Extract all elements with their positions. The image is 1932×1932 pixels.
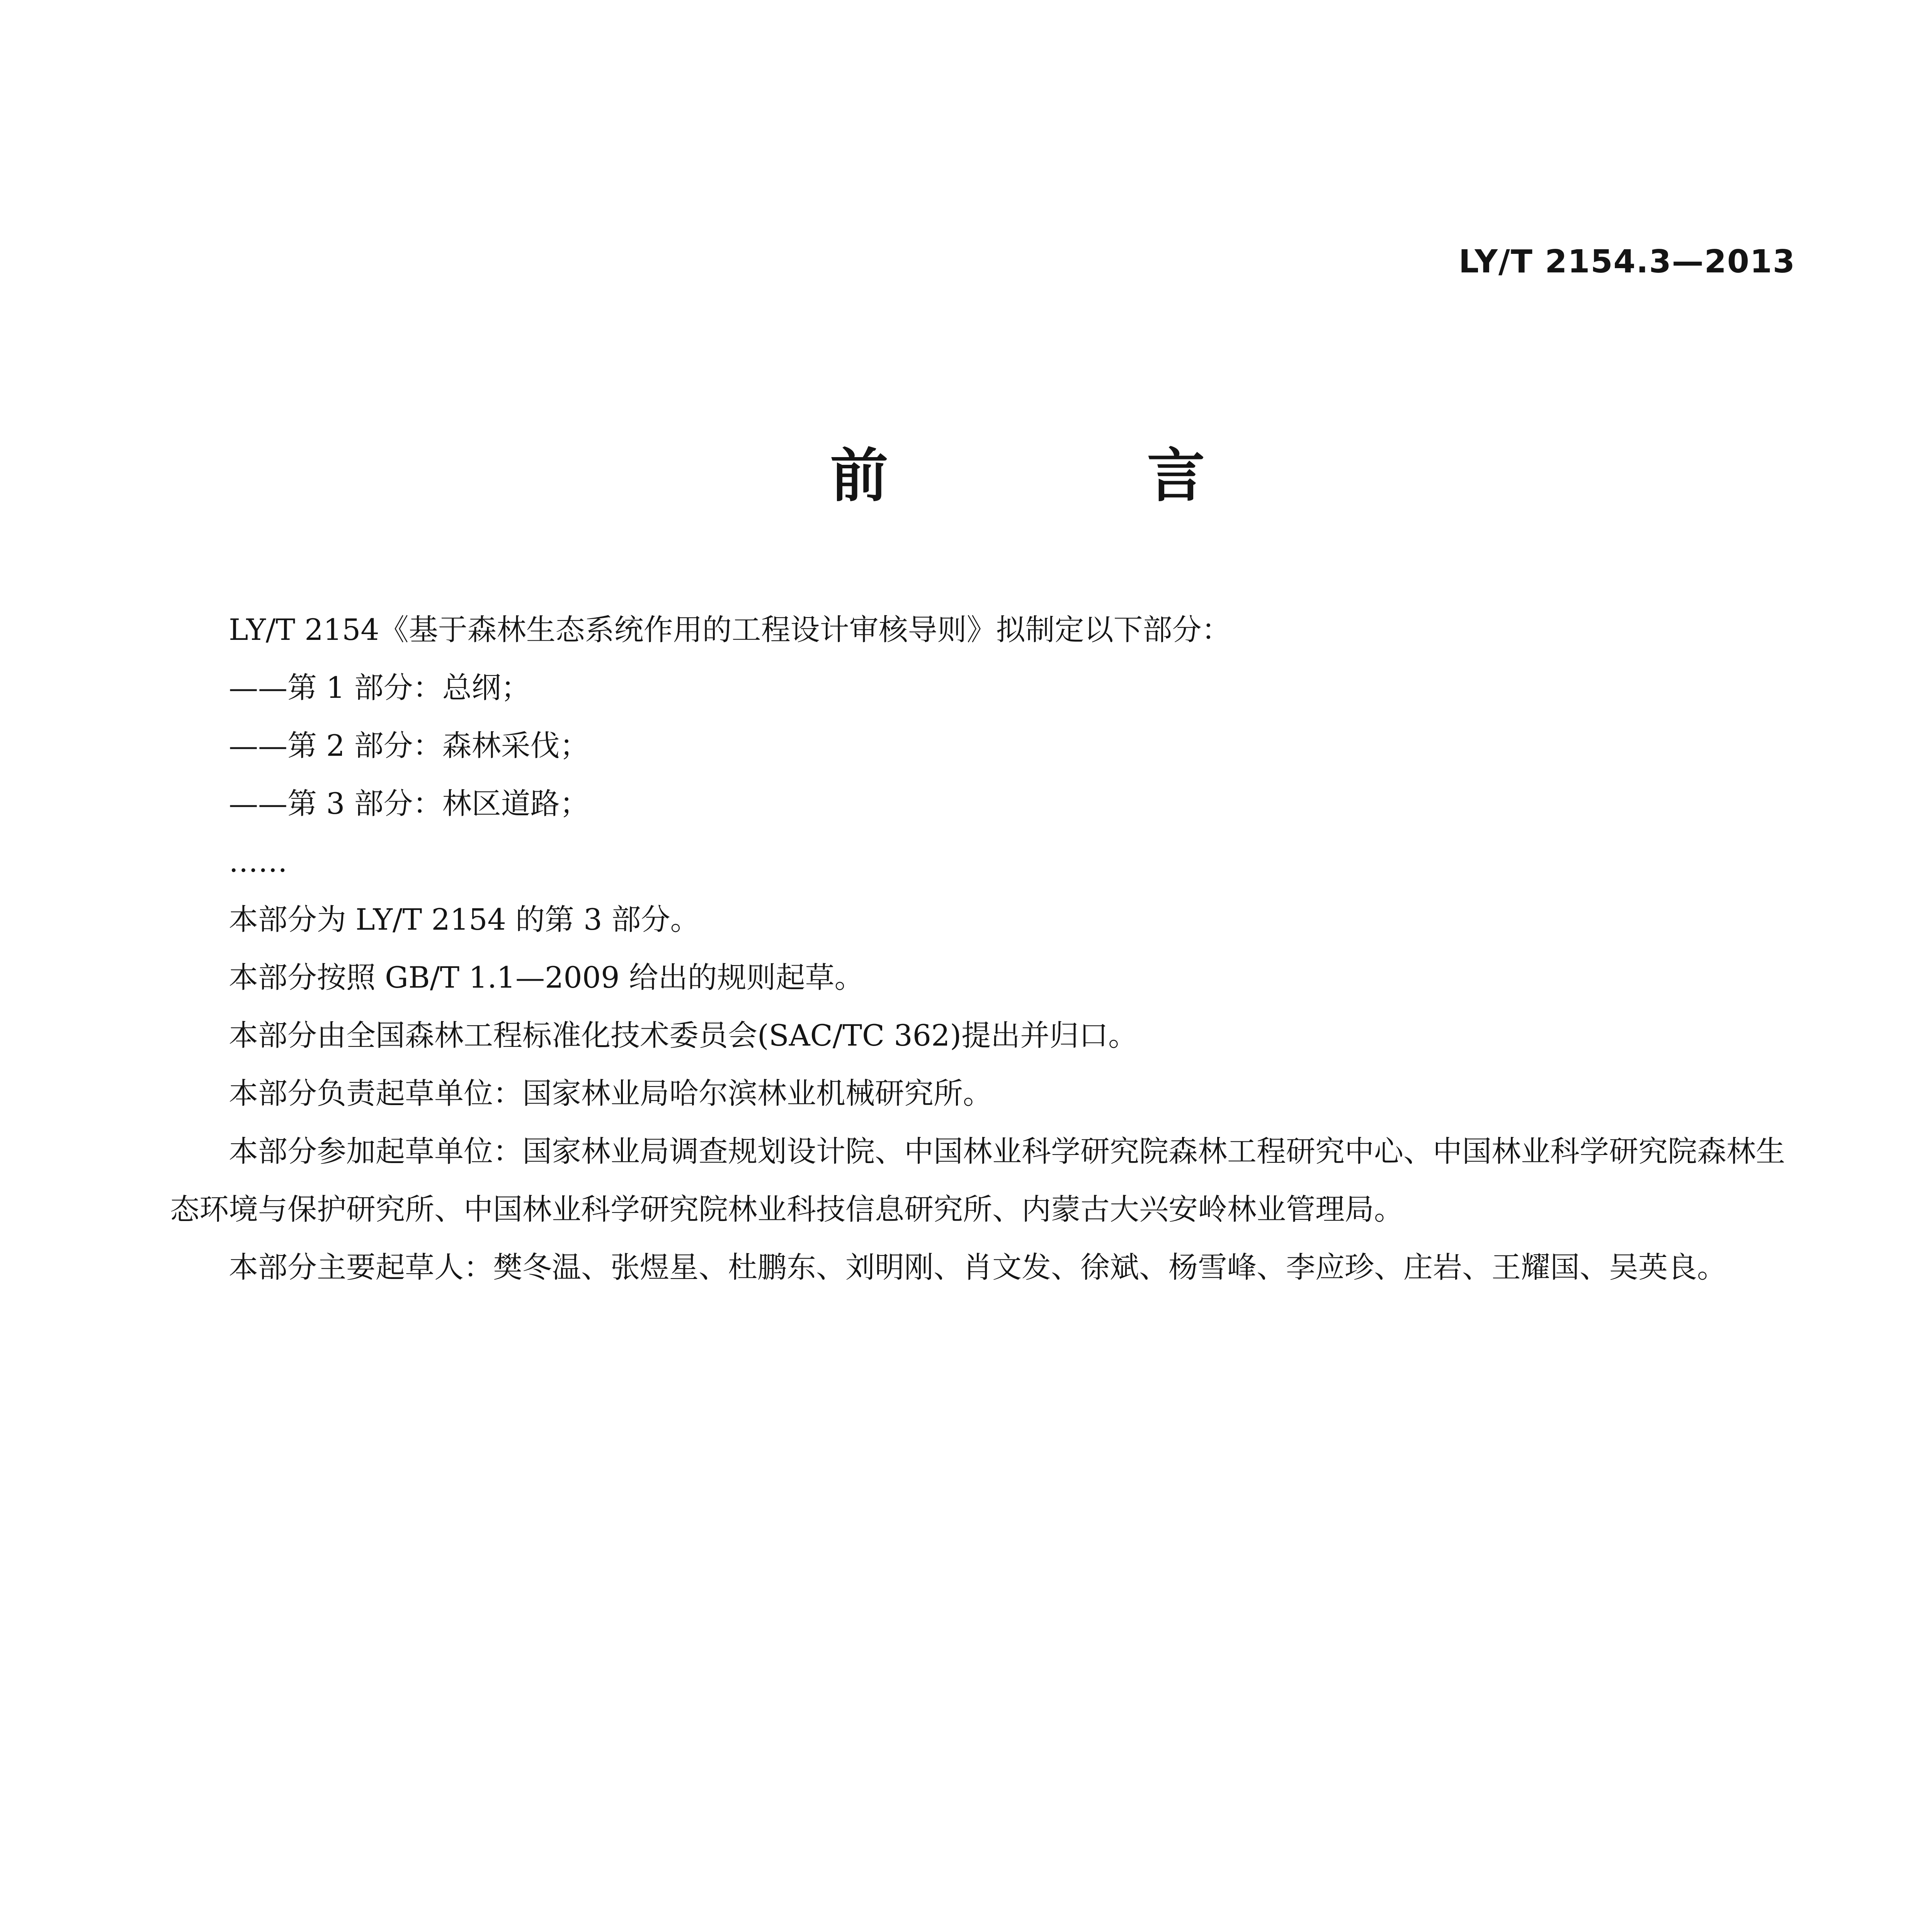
main-drafters-paragraph: 本部分主要起草人：樊冬温、张煜星、杜鹏东、刘明刚、肖文发、徐斌、杨雪峰、李应珍、庄岩、王耀国、吴英良。 [229,1250,1726,1284]
part-list-item-2: ——第 2 部分：森林采伐； [229,728,589,763]
responsible-unit-statement: 本部分负责起草单位：国家林业局哈尔滨林业机械研究所。 [229,1076,992,1111]
intro-paragraph: LY/T 2154《基于森林生态系统作用的工程设计审核导则》拟制定以下部分： [229,612,1231,647]
part-list-item-1: ——第 1 部分：总纲； [229,670,531,705]
part-list-ellipsis: …… [229,844,287,879]
part-statement: 本部分为 LY/T 2154 的第 3 部分。 [229,902,700,937]
standard-code: LY/T 2154.3—2013 [1459,243,1796,280]
drafting-rules-statement: 本部分按照 GB/T 1.1—2009 给出的规则起草。 [229,960,864,995]
participating-units-paragraph: 本部分参加起草单位：国家林业局调查规划设计院、中国林业科学研究院森林工程研究中心、中国林业科学研究院森林生态环境与保护研究所、中国林业科学研究院林业科技信息研究所、内蒙古大兴安岭林业管理局。 [170,1134,1785,1226]
foreword-body [170,601,1803,1296]
part-list-item-3: ——第 3 部分：林区道路； [229,786,589,821]
page-title: 前 言 [830,442,1306,510]
proposer-statement: 本部分由全国森林工程标准化技术委员会(SAC/TC 362)提出并归口。 [229,1018,1138,1053]
